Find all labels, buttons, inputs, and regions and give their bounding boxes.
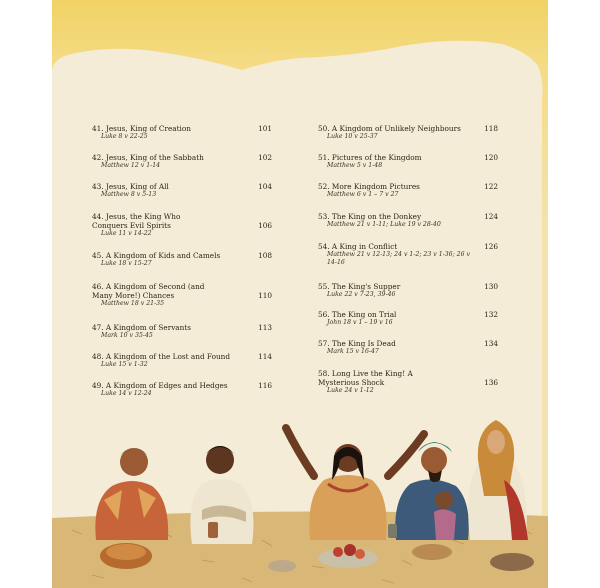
bowl-right	[490, 553, 534, 571]
toc-entry-reference: Luke 11 v 14-22	[101, 230, 152, 237]
toc-entry-title: 48. A Kingdom of the Lost and Found	[92, 352, 231, 361]
plate-center	[268, 560, 296, 572]
toc-entry-page: 122	[484, 182, 498, 191]
toc-entry[interactable]	[92, 182, 272, 199]
toc-entry[interactable]	[92, 212, 272, 238]
toc-entry[interactable]	[92, 282, 272, 308]
toc-entry-title: 50. A Kingdom of Unlikely Neighbours	[318, 124, 461, 133]
toc-entry-reference: Luke 18 v 15-27	[101, 260, 152, 267]
toc-entry-title: 43. Jesus, King of All	[92, 182, 169, 191]
toc-entry[interactable]	[92, 153, 272, 170]
toc-entry-reference: Luke 24 v 1-12	[327, 387, 374, 394]
toc-entry-page: 110	[258, 291, 272, 300]
toc-entry-page: 113	[258, 323, 272, 332]
toc-entry-page: 106	[258, 221, 272, 230]
toc-entry[interactable]	[318, 310, 498, 327]
toc-entry-title: 45. A Kingdom of Kids and Camels	[92, 251, 221, 260]
toc-entry-page: 114	[258, 352, 272, 361]
toc-entry[interactable]	[92, 352, 272, 369]
toc-entry[interactable]	[318, 369, 498, 395]
toc-entry-title: 54. A King in Conflict	[318, 242, 398, 251]
toc-entry-title: 53. The King on the Donkey	[318, 212, 422, 221]
toc-entry-page: 134	[484, 339, 498, 348]
toc-entry-page: 108	[258, 251, 272, 260]
toc-entry-reference: Matthew 8 v 5-13	[101, 191, 157, 198]
toc-entry[interactable]	[92, 124, 272, 141]
toc-entry-title: 56. The King on Trial	[318, 310, 397, 319]
toc-entry-title: 46. A Kingdom of Second (and Many More!) Chances	[92, 282, 205, 300]
toc-entry-reference: Luke 15 v 1-32	[101, 361, 148, 368]
toc-entry-page: 120	[484, 153, 498, 162]
toc-entry-title: 55. The King's Supper	[318, 282, 401, 291]
toc-entry-page: 102	[258, 153, 272, 162]
book-page	[52, 0, 548, 588]
toc-entry[interactable]	[318, 124, 498, 141]
toc-entry[interactable]	[318, 153, 498, 170]
toc-entry-reference: Matthew 18 v 21-35	[101, 300, 165, 307]
toc-entry-reference: Mark 15 v 16-47	[327, 348, 379, 355]
toc-entry-title: 52. More Kingdom Pictures	[318, 182, 420, 191]
toc-entry[interactable]	[318, 182, 498, 199]
toc-entry-title: 42. Jesus, King of the Sabbath	[92, 153, 204, 162]
toc-entry-reference: Matthew 5 v 1-48	[327, 162, 383, 169]
toc-entry-page: 124	[484, 212, 498, 221]
toc-entry-title: 57. The King Is Dead	[318, 339, 396, 348]
toc-entry-title: 44. Jesus, the King Who Conquers Evil Spirits	[92, 212, 181, 230]
toc-entry-title: 47. A Kingdom of Servants	[92, 323, 192, 332]
toc-entry-reference: Matthew 21 v 12-13; 24 v 1-2; 23 v 1-36; 26 v 14-16	[327, 251, 471, 266]
toc-entry-title: 51. Pictures of the Kingdom	[318, 153, 422, 162]
toc-entry-page: 104	[258, 182, 272, 191]
toc-entry[interactable]	[92, 251, 272, 268]
toc-entry-reference: Matthew 6 v 1 – 7 v 27	[327, 191, 399, 198]
toc-entry-page: 136	[484, 378, 498, 387]
toc-entry[interactable]	[92, 323, 272, 340]
toc-entry-reference: John 18 v 1 – 19 v 16	[327, 319, 393, 326]
toc-entry[interactable]	[318, 282, 498, 299]
toc-entry-reference: Luke 10 v 25-37	[327, 133, 378, 140]
toc-entry-page: 116	[258, 381, 272, 390]
toc-entry-page: 118	[484, 124, 498, 133]
bread-loaf-left-top	[106, 544, 146, 560]
toc-entry-reference: Matthew 21 v 1-11; Luke 19 v 28-40	[327, 221, 441, 228]
toc-entry-page: 101	[258, 124, 272, 133]
toc-entry-reference: Matthew 12 v 1-14	[101, 162, 161, 169]
toc-entry-title: 41. Jesus, King of Creation	[92, 124, 191, 133]
plate-right	[412, 544, 452, 560]
toc-entry-page: 126	[484, 242, 498, 251]
toc-entry-reference: Luke 14 v 12-24	[101, 390, 152, 397]
toc-entry-title: 49. A Kingdom of Edges and Hedges	[92, 381, 228, 390]
cup-right	[388, 524, 397, 538]
toc-entry-page: 132	[484, 310, 498, 319]
toc-entry[interactable]	[318, 339, 498, 356]
cup-left	[208, 522, 218, 538]
toc-entry-title: 58. Long Live the King! A Mysterious Shock	[318, 369, 413, 387]
toc-entry-reference: Mark 10 v 35-45	[101, 332, 153, 339]
toc-entry[interactable]	[318, 242, 498, 267]
toc-entry-reference: Luke 8 v 22-25	[101, 133, 148, 140]
toc-entry[interactable]	[318, 212, 498, 229]
toc-entry-page: 130	[484, 282, 498, 291]
toc-entry[interactable]	[92, 381, 272, 398]
toc-entry-reference: Luke 22 v 7-23, 39-46	[327, 291, 396, 298]
